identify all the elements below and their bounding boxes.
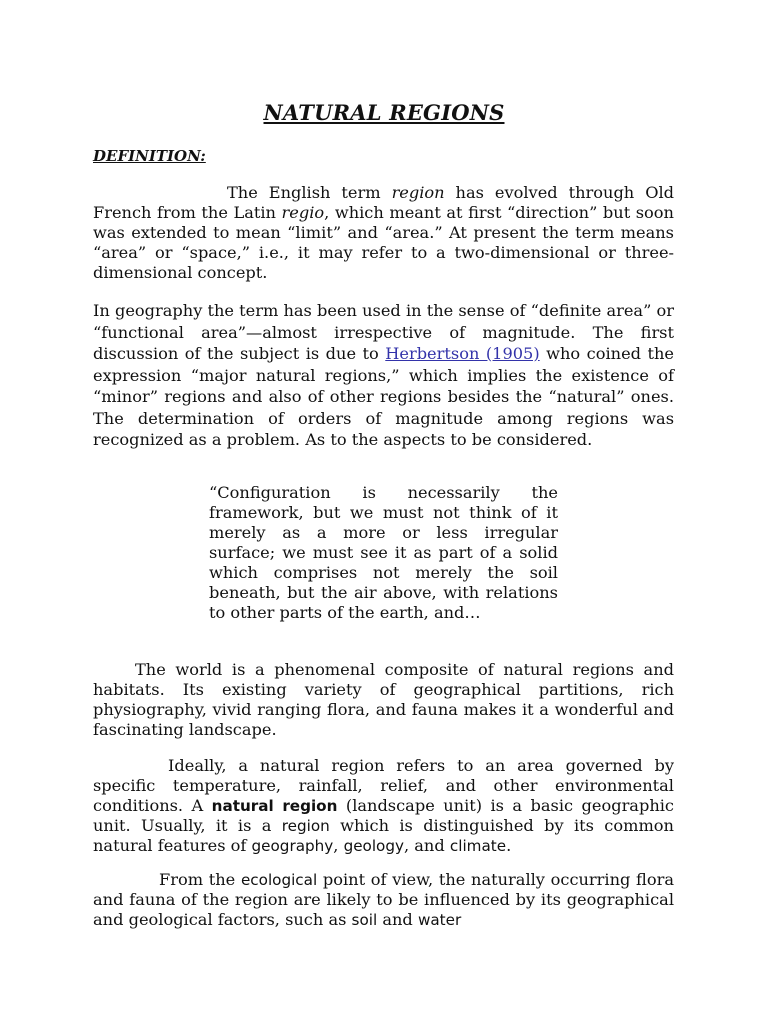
p1-text-c: , which meant at first “direction” but soon was extended to mean “limit” and “area.” At present the term means “area” or “space,” i.e., it may refer to a two-dimensional or three-dimensional concept. [93,203,674,282]
term-climate: climate [449,837,507,855]
p5-text-a: From the [159,870,241,889]
p4-text-c: which is distinguished by its common natural features of [93,816,674,855]
term-region-sans: region [281,817,330,835]
p1-text-a: The English term [227,183,392,202]
definition-heading: DEFINITION: [93,147,206,165]
block-quote: “Configuration is necessarily the framework, but we must not think of it merely as a more or less irregular surface; we must see it as part of a solid which comprises not merely the soil beneath, but the air above, with relations to other parts of the earth, and… [209,483,558,622]
p4-text-e: . [506,836,512,855]
term-ecological: ecological [240,871,318,889]
herbertson-link[interactable]: Herbertson (1905) [385,344,540,363]
p4-text-d: , and [403,836,450,855]
paragraph-ecological [93,870,674,930]
term-geography: geography [251,837,334,855]
p5-text-c: and [377,910,418,929]
term-soil: soil [351,911,378,929]
p2-text-b: who coined the expression “major natural regions,” which implies the existence of “minor” regions and also of other regions besides the “natural” ones. The determination of orders of magnitude among regions was recognized as a problem. As to the aspects to be considered. [93,344,674,449]
page-title: NATURAL REGIONS [263,100,505,125]
paragraph-geography [93,300,674,451]
term-geology: geology [343,837,404,855]
paragraph-world [93,660,674,740]
term-water: water [417,911,462,929]
p1-text-b: has evolved through Old French from the Latin [93,183,674,222]
term-natural-region: natural region [211,797,338,815]
term-regio: regio [281,203,325,222]
paragraph-intro [93,183,674,283]
p5-text-b: point of view, the naturally occurring flora and fauna of the region are likely to be influenced by its geographical and geological factors, such as [93,870,674,929]
p4-text-a: Ideally, a natural region refers to an area governed by specific temperature, rainfall, relief, and other environmental conditions. A [93,756,674,815]
p4-text-b: (landscape unit) is a basic geographic unit. Usually, it is a [93,796,674,835]
paragraph-ideally [93,756,674,856]
p3-text: The world is a phenomenal composite of natural regions and habitats. Its existing variety of geographical partitions, rich physiography, vivid ranging flora, and fauna makes it a wonderful and fascinating landscape. [93,660,674,739]
term-region: region [391,183,445,202]
p2-text-a: In geography the term has been used in the sense of “definite area” or “functional area”—almost irrespective of magnitude. The first discussion of the subject is due to [93,301,674,363]
p4-comma: , [333,836,344,855]
